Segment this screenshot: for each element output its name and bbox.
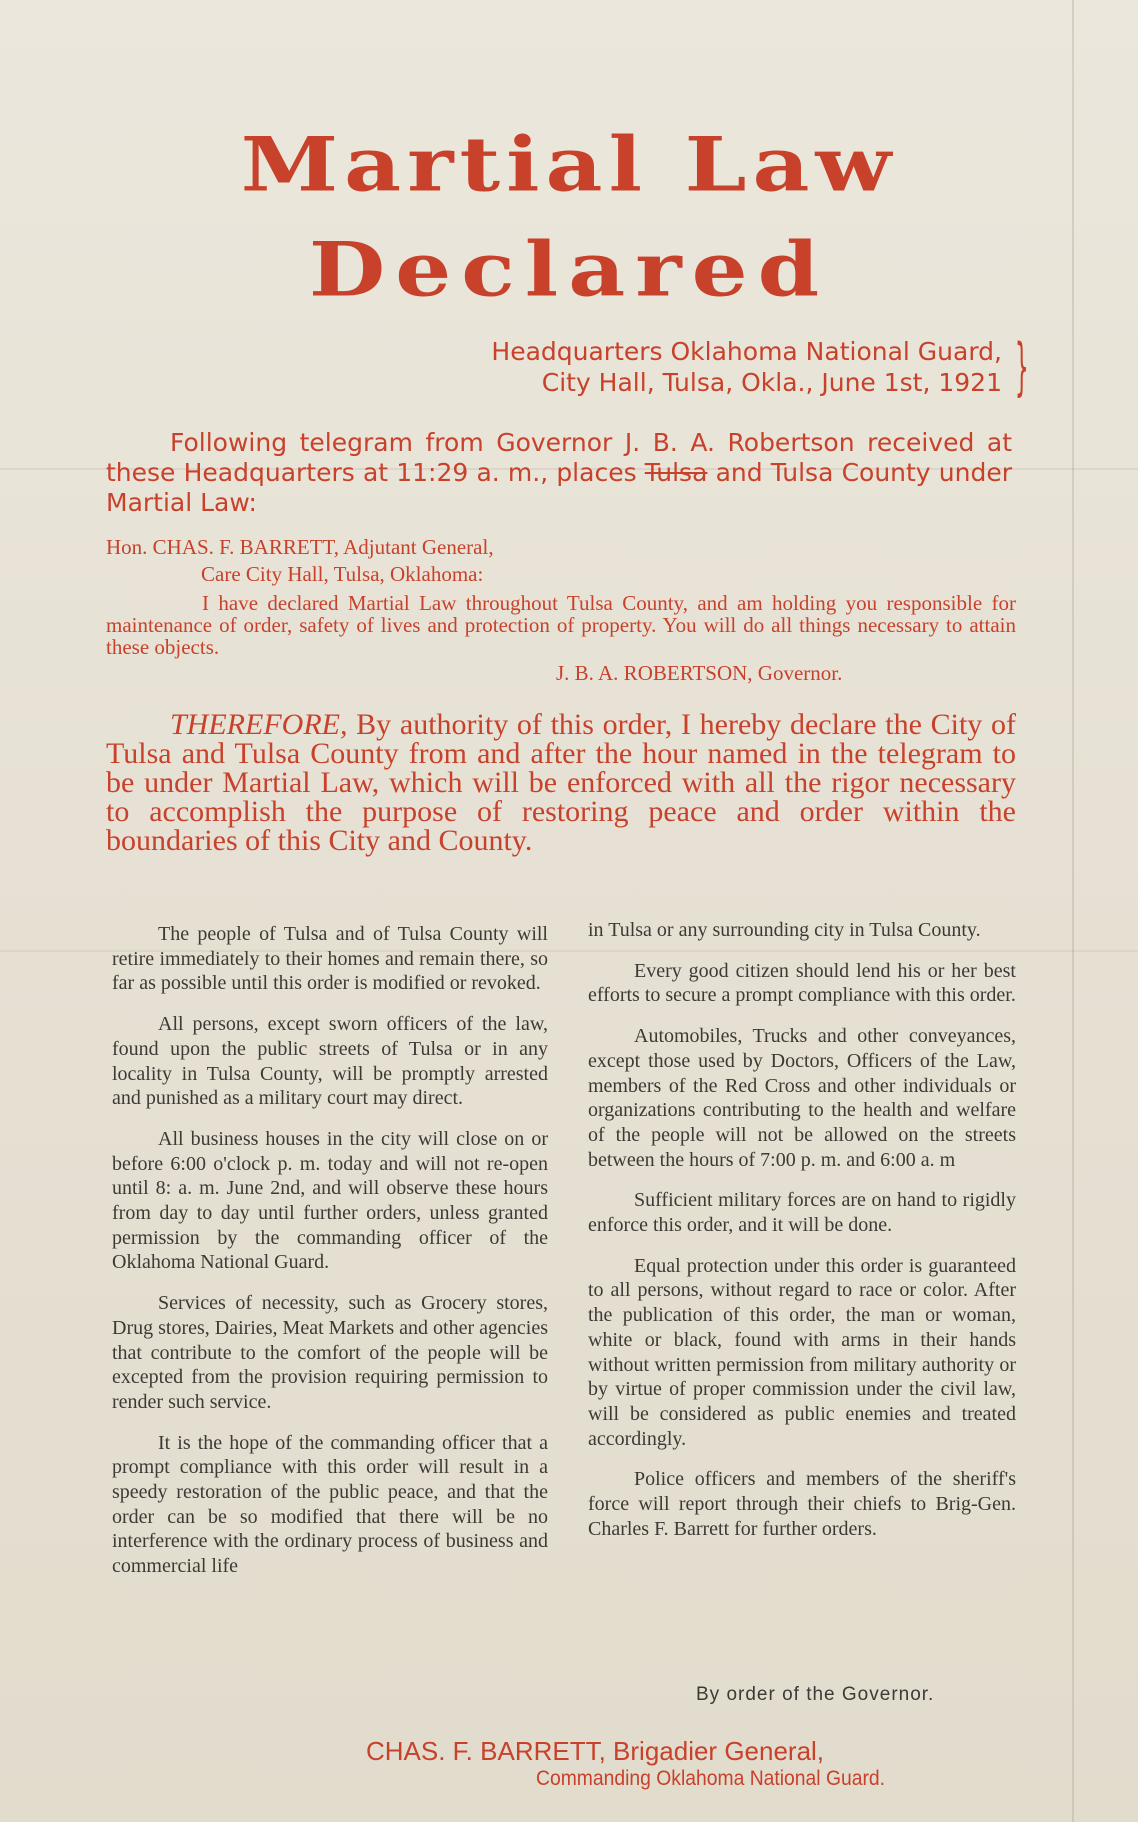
telegram-body: I have declared Martial Law throughout Tulsa County, and am holding you responsible for maintenance of order, safety of lives and protection of property. You will do all things necessary to attain these objects. (106, 591, 1016, 659)
left-paragraph-2: All persons, except sworn officers of the law, found upon the public streets of Tulsa or in any locality in Tulsa County, will be promptly arrested and punished as a military court may direct. (112, 1013, 548, 1110)
signature-name: CHAS. F. BARRETT, Brigadier General, (366, 1736, 825, 1766)
brace-glyph: } (1014, 330, 1029, 403)
header-location-line: Headquarters Oklahoma National Guard, (491, 337, 1002, 366)
left-paragraph-3: All business houses in the city will close on or before 6:00 o'clock p. m. today and will not re-open until 8: a. m. June 2nd, and will observe these hours from day to day until further orders, unless granted permission by the commanding officer of the Oklahoma National Guard. (112, 1127, 548, 1274)
intro-struck-word: Tulsa (644, 458, 708, 487)
intro-paragraph (106, 428, 1012, 518)
right-column (588, 918, 1016, 1557)
right-paragraph-1: Every good citizen should lend his or her best efforts to secure a prompt compliance with this order. (588, 959, 1016, 1007)
left-paragraph-4: Services of necessity, such as Grocery stores, Drug stores, Dairies, Meat Markets and other agencies that contribute to the comfort of the people will be excepted from the provision requiring permission to render such service. (112, 1292, 548, 1413)
intro-text-2: and Tulsa County under Martial Law: (106, 458, 1012, 517)
declaration-paragraph (106, 710, 1016, 855)
telegram-addressee: Hon. CHAS. F. BARRETT, Adjutant General, (106, 535, 494, 559)
left-paragraph-5: It is the hope of the commanding officer that a prompt compliance with this order will result in a speedy restoration of the public peace, and that the order can be so modified that there will be no interference with the ordinary process of business and commercial life (112, 1431, 548, 1578)
right-continuation: in Tulsa or any surrounding city in Tulsa County. (588, 919, 981, 941)
left-paragraph-1: The people of Tulsa and of Tulsa County will retire immediately to their homes and remain there, so far as possible until this order is modified or revoked. (112, 923, 548, 995)
by-order-line: By order of the Governor. (696, 1684, 935, 1705)
right-paragraph-2: Automobiles, Trucks and other conveyances, except those used by Doctors, Officers of the Law, members of the Red Cross and other individuals or organizations contributing to the health and welfare of the people will not be allowed on the streets between the hours of 7:00 p. m. and 6:00 a. m (588, 1025, 1016, 1171)
declaration-lead: THEREFORE, (170, 708, 348, 741)
right-paragraph-5: Police officers and members of the sheriff's force will report through their chiefs to Brig-Gen. Charles F. Barrett for further orders. (588, 1468, 1016, 1540)
headline-line-2: Declared (308, 224, 830, 314)
headline-line-1: Martial Law (240, 119, 898, 209)
right-paragraph-4: Equal protection under this order is guaranteed to all persons, without regard to race or color. After the publication of this order, the man or woman, white or black, found with arms in their hands without written permission from military authority or by virtue of proper commission under the civil law, will be considered as public enemies and treated accordingly. (588, 1254, 1016, 1450)
header-date-line: City Hall, Tulsa, Okla., June 1st, 1921 (541, 368, 1002, 397)
left-column (112, 922, 548, 1595)
declaration-text: By authority of this order, I hereby declare the City of Tulsa and Tulsa County from and after the hour named in the telegram to be under Martial Law, which will be enforced with all the rigor necessary to accomplish the purpose of restoring peace and order within the boundaries of this City and County. (106, 708, 1016, 857)
telegram-care-line: Care City Hall, Tulsa, Oklahoma: (201, 562, 484, 586)
telegram-signature: J. B. A. ROBERTSON, Governor. (556, 661, 843, 685)
intro-text-1: Following telegram from Governor J. B. A. Robertson received at these Headquarters at 11:29 a. m., places (106, 428, 1012, 487)
right-paragraph-3: Sufficient military forces are on hand to rigidly enforce this order, and it will be done. (588, 1189, 1016, 1237)
signature-title: Commanding Oklahoma National Guard. (536, 1767, 886, 1790)
